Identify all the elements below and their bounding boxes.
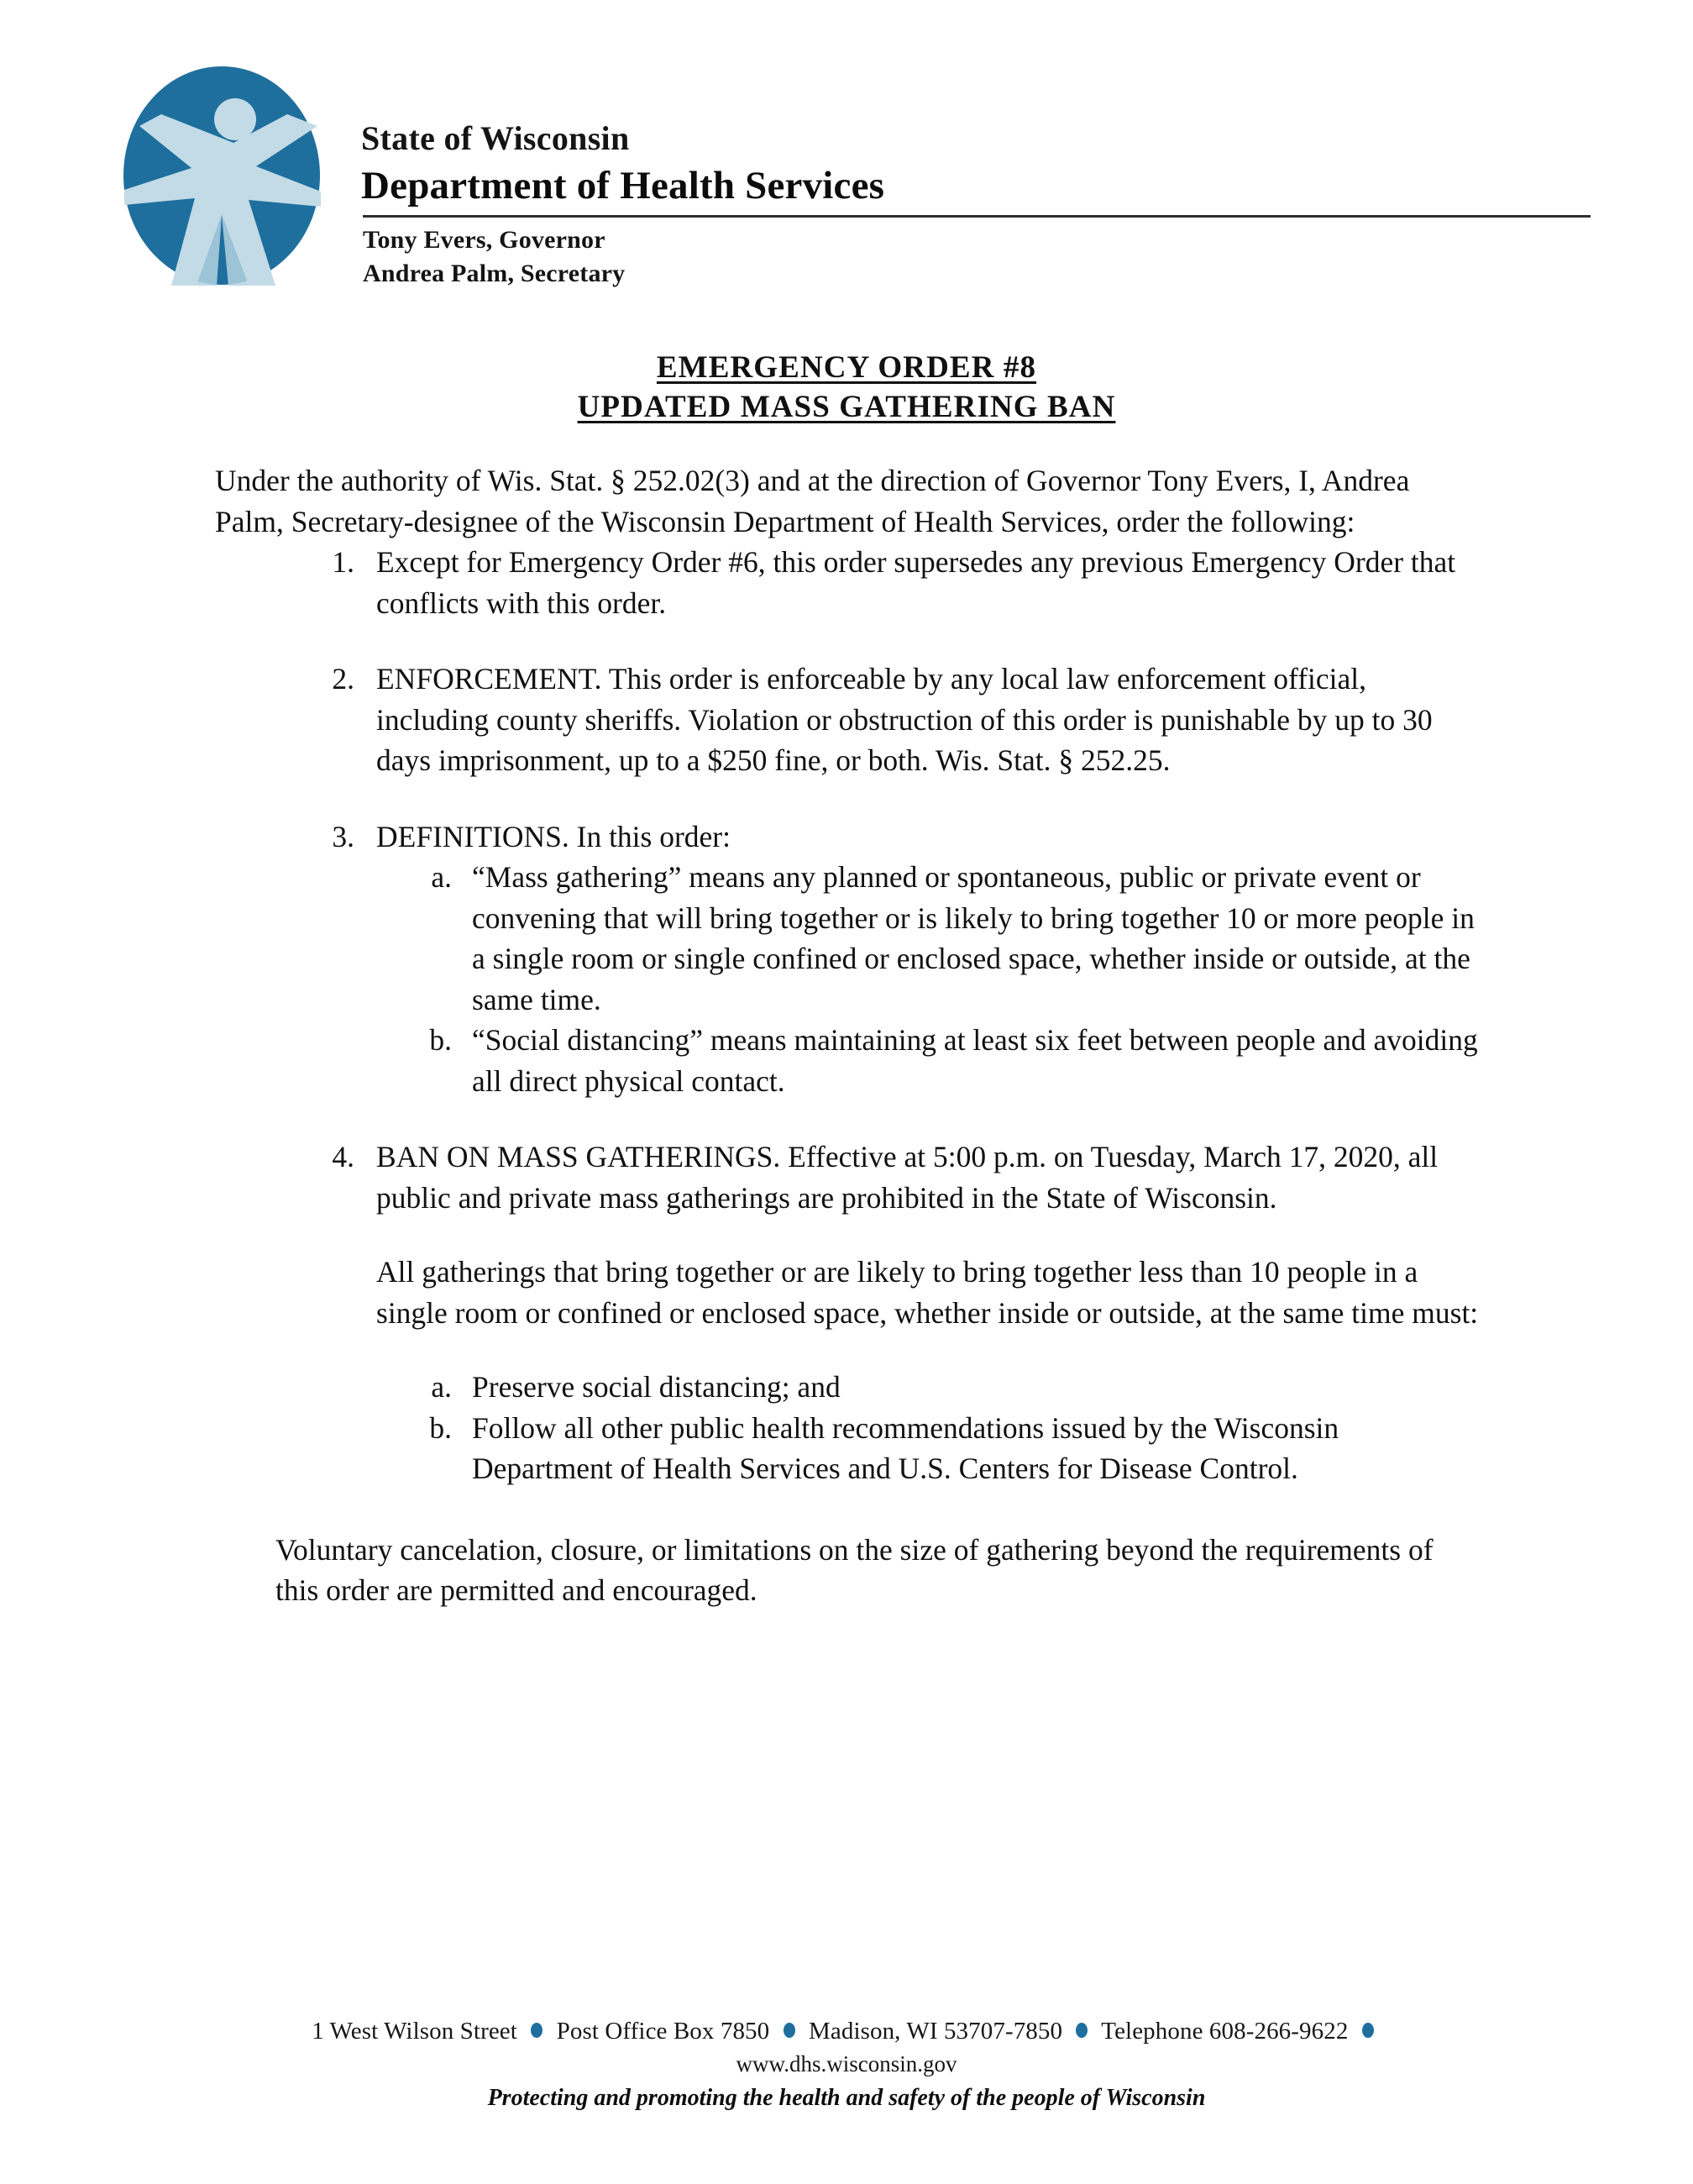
sublist-text-3a: “Mass gathering” means any planned or spontaneous, public or private event or convening that will bring together or is likely to bring together 10 or more people in a single room or single confined or enclosed space, whether inside or outside, at the same time. [472,860,1475,1016]
list-marker-2: 2. [332,662,354,696]
list-marker-1: 1. [332,545,354,579]
sublist-item-4a [415,1367,1481,1408]
bullet-separator-icon [531,2023,542,2038]
letterhead-agency-block [361,118,1596,210]
footer-address-line [0,2014,1693,2048]
bullet-separator-icon [1076,2023,1088,2038]
letterhead-divider [363,215,1591,218]
secretary-name: Andrea Palm, Secretary [363,260,626,287]
agency-state-name: State of Wisconsin [361,119,630,157]
paragraph-spacer [376,1333,1481,1367]
letterhead [0,0,1693,319]
list-item-4-second-paragraph: All gatherings that bring together or are likely to bring together less than 10 people in a single room or confined or enclosed space, whether inside or outside, at the same time must: [376,1255,1479,1330]
item-spacer [215,1101,1481,1137]
dhs-star-person-logo-icon [123,66,321,286]
sublist-text-3b: “Social distancing” means maintaining at least six feet between people and avoiding all direct physical contact. [472,1023,1478,1098]
list-item-1 [296,542,1481,623]
sublist-marker-3a: a. [431,860,452,894]
bullet-separator-icon [1362,2023,1374,2038]
footer-website[interactable]: www.dhs.wisconsin.gov [736,2051,957,2076]
document-body [215,460,1481,1611]
sublist-text-4b: Follow all other public health recommendations issued by the Wisconsin Department of Health Services and U.S. Centers for Disease Control. [472,1410,1339,1485]
list-item-2 [296,659,1481,781]
sublist-text-4a: Preserve social distancing; and [472,1370,841,1404]
ordered-list-level-1 [215,542,1481,1489]
governor-name: Tony Evers, Governor [363,226,605,254]
agency-department-name: Department of Health Services [361,164,885,207]
sublist-marker-4b: b. [429,1410,452,1445]
list-item-4 [296,1137,1481,1489]
bullet-separator-icon [784,2023,795,2038]
footer-address-citystate: Madison, WI 53707-7850 [808,2018,1063,2045]
letterhead-officials-block [363,223,625,291]
sublist-item-3a [415,857,1481,1020]
lead-paragraph: Under the authority of Wis. Stat. § 252.02(3) and at the direction of Governor Tony Evers, I, Andrea Palm, Secretary-designee of the Wisconsin Department of Health Services, order the following: [215,464,1410,538]
list-text-1: Except for Emergency Order #6, this order supersedes any previous Emergency Order that conflicts with this order. [376,545,1456,620]
closing-spacer [215,1489,1481,1530]
list-text-4: BAN ON MASS GATHERINGS. Effective at 5:00 p.m. on Tuesday, March 17, 2020, all public and private mass gatherings are prohibited in the State of Wisconsin. [376,1140,1439,1215]
item-spacer [215,781,1481,816]
page-title [0,348,1693,427]
list-marker-3: 3. [332,819,354,853]
page-footer [0,2014,1693,2115]
footer-address-street: 1 West Wilson Street [312,2018,517,2045]
ordered-list-level-2-definitions [376,857,1481,1101]
sublist-item-3b [415,1020,1481,1101]
list-item-3 [296,816,1481,1102]
list-marker-4: 4. [332,1140,354,1173]
item-spacer [215,623,1481,659]
sublist-marker-3b: b. [429,1023,452,1057]
footer-address-pobox: Post Office Box 7850 [556,2018,770,2045]
paragraph-spacer [376,1218,1481,1252]
order-title-line-2: UPDATED MASS GATHERING BAN [577,390,1116,424]
sublist-marker-4a: a. [431,1370,452,1404]
order-title-line-1: EMERGENCY ORDER #8 [656,350,1037,385]
footer-address-telephone: Telephone 608-266-9622 [1101,2018,1349,2045]
footer-tagline: Protecting and promoting the health and safety of the people of Wisconsin [487,2085,1206,2111]
closing-paragraph: Voluntary cancelation, closure, or limitations on the size of gathering beyond the requirements of this order are permitted and encouraged. [275,1532,1434,1607]
list-text-2: ENFORCEMENT. This order is enforceable by any local law enforcement official, including county sheriffs. Violation or obstruction of this order is punishable by up to 30 days imprisonment, up to a $250 fine, or both. Wis. Stat. § 252.25. [376,662,1433,777]
list-text-3: DEFINITIONS. In this order: [376,819,731,853]
ordered-list-level-2-requirements [376,1367,1481,1489]
sublist-item-4b [415,1408,1481,1489]
